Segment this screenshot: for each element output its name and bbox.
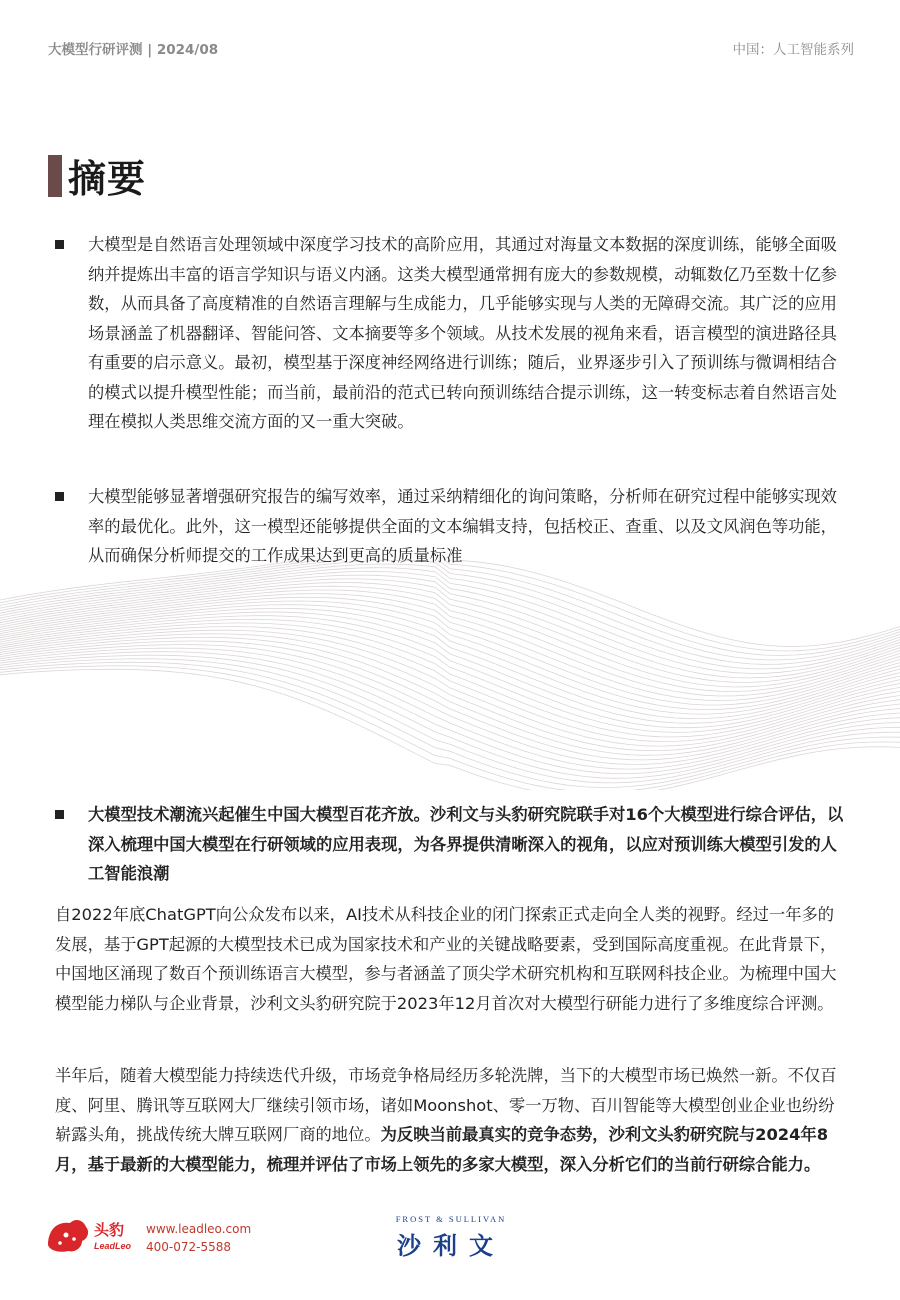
frost-sullivan-logo (376, 1214, 526, 1261)
wave-line (0, 666, 900, 790)
bullet-square-icon (55, 810, 64, 819)
section-title (48, 148, 146, 203)
wave-line (0, 560, 900, 647)
leopard-head-icon (48, 1220, 88, 1252)
fs-name-text: 沙利文 (397, 1232, 505, 1260)
paragraph-2 (55, 1061, 845, 1179)
bullet-square-icon (55, 492, 64, 501)
bullet-text-2: 大模型能够显著增强研究报告的编写效率，通过采纳精细化的询问策略，分析师在研究过程中能够实现效率的最优化。此外，这一模型还能够提供全面的文本编辑支持，包括校正、查重、以及文风润色等功能，从而确保分析师提交的工作成果达到更高的质量标准 (88, 487, 837, 565)
decorative-wave-graphic (0, 560, 900, 790)
title-accent-bar (48, 155, 62, 197)
phone-number: 400-072-5588 (146, 1240, 232, 1254)
bullet-item-2 (55, 482, 849, 571)
wave-line (0, 627, 900, 742)
page-title: 摘要 (68, 157, 147, 201)
bullet-item-1 (55, 230, 849, 437)
wave-line (0, 634, 900, 751)
wave-line (0, 597, 900, 705)
leadleo-en: LeadLeo (94, 1241, 132, 1251)
header-left: 大模型行研评测 | 2024/08 (48, 42, 219, 58)
leadleo-cn: 头豹 (94, 1221, 125, 1239)
wave-line (0, 669, 900, 790)
bold-bullet-text: 大模型技术潮流兴起催生中国大模型百花齐放。沙利文与头豹研究院联手对16个大模型进行综合评估，以深入梳理中国大模型在行研领域的应用表现，为各界提供清晰深入的视角，以应对预训练大模型引发的人工智能浪潮 (88, 805, 844, 883)
wave-line (0, 586, 900, 691)
paragraph-2-normal: 半年后，随着大模型能力持续迭代升级，市场竞争格局经历多轮洗牌，当下的大模型市场已焕然一新。不仅百度、阿里、腾讯等互联网大厂继续引领市场，诸如Moonshot、零一万物、百川智能等大模型创业企业也纷纷崭露头角，挑战传统大牌互联网厂商的地位。 (55, 1066, 837, 1144)
footer-contact (146, 1220, 251, 1256)
wave-line (0, 619, 900, 732)
header-right: 中国：人工智能系列 (732, 42, 854, 58)
fs-top-text: FROST & SULLIVAN (395, 1214, 507, 1224)
bullet-square-icon (55, 240, 64, 249)
paragraph-1: 自2022年底ChatGPT向公众发布以来，AI技术从科技企业的闭门探索正式走向全人类的视野。经过一年多的发展，基于GPT起源的大模型技术已成为国家技术和产业的关键战略要素，受到国际高度重视。在此背景下，中国地区涌现了数百个预训练语言大模型，参与者涵盖了顶尖学术研究机构和互联网科技企业。为梳理中国大模型能力梯队与企业背景，沙利文头豹研究院于2023年12月首次对大模型行研能力进行了多维度综合评测。 (55, 905, 837, 1013)
website-link[interactable]: www.leadleo.com (146, 1222, 252, 1236)
paragraph-2-bold: 为反映当前最真实的竞争态势，沙利文头豹研究院与2024年8月，基于最新的大模型能力，梳理并评估了市场上领先的多家大模型，深入分析它们的当前行研综合能力。 (55, 1125, 829, 1174)
bullet-text-1: 大模型是自然语言处理领域中深度学习技术的高阶应用，其通过对海量文本数据的深度训练，能够全面吸纳并提炼出丰富的语言学知识与语义内涵。这类大模型通常拥有庞大的参数规模，动辄数亿乃至数十亿参数，从而具备了高度精准的自然语言理解与生成能力，几乎能够实现与人类的无障碍交流。其广泛的应用场景涵盖了机器翻译、智能问答、文本摘要等多个领域。从技术发展的视角来看，语言模型的演进路径具有重要的启示意义。最初，模型基于深度神经网络进行训练；随后，业界逐步引入了预训练与微调相结合的模式以提升模型性能；而当前，最前沿的范式已转向预训练结合提示训练，这一转变标志着自然语言处理在模拟人类思维交流方面的又一重大突破。 (88, 235, 837, 431)
bullet-item-bold (55, 800, 849, 889)
